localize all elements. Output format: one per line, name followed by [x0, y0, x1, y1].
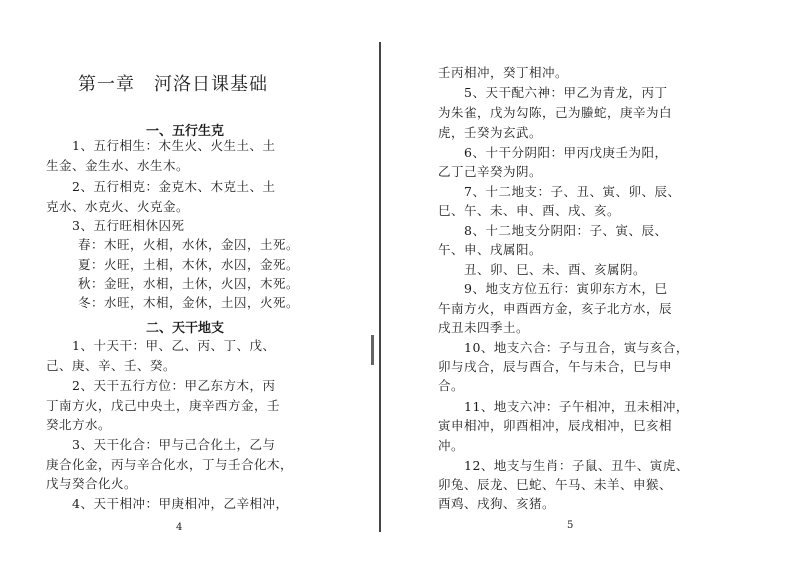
chapter-title: 第一章 河洛日课基础 — [78, 74, 268, 95]
paragraph-line: 虎，壬癸为玄武。 — [438, 125, 543, 140]
paragraph-line: 乙丁己辛癸为阴。 — [438, 164, 543, 179]
paragraph-line: 2、天干五行方位：甲乙东方木，丙 — [72, 378, 276, 393]
paragraph-line: 丁南方火，戊己中央土，庚辛西方金，壬 — [46, 398, 281, 413]
paragraph-line: 3、五行旺相休囚死 — [72, 218, 185, 233]
paragraph-line: 合。 — [438, 378, 465, 393]
paragraph-line: 生金、金生水、水生木。 — [46, 158, 190, 173]
paragraph-line: 1、十天干：甲、乙、丙、丁、戊、 — [72, 338, 276, 353]
paragraph-line: 11、地支六冲：子午相冲，丑未相冲， — [464, 399, 689, 414]
section-heading-stems-branches: 二、天干地支 — [145, 321, 224, 336]
paragraph-line: 戌丑未四季土。 — [438, 320, 530, 335]
paragraph-line: 巳、午、未、申、酉、戌、亥。 — [438, 203, 621, 218]
paragraph-line: 壬丙相冲，癸丁相冲。 — [438, 65, 569, 80]
paragraph-line: 己、庚、辛、壬、癸。 — [46, 358, 177, 373]
paragraph-line: 冲。 — [438, 438, 465, 453]
paragraph-line: 寅申相冲，卯酉相冲，辰戌相冲，巳亥相 — [438, 418, 673, 433]
season-line-spring: 春：木旺，火相，水休，金囚，土死。 — [78, 237, 300, 252]
section-heading-five-elements: 一、五行生克 — [145, 124, 224, 139]
paragraph-line: 卯兔、辰龙、巳蛇、午马、未羊、申猴、 — [438, 477, 673, 492]
paragraph-line: 3、天干化合：甲与己合化土，乙与 — [72, 437, 276, 452]
paragraph-line: 为朱雀，戊为勾陈，己为螣蛇，庚辛为白 — [438, 105, 673, 120]
season-line-summer: 夏：火旺，土相，木休，水囚，金死。 — [78, 257, 300, 272]
paragraph-line: 9、地支方位五行：寅卯东方木，巳 — [464, 281, 668, 296]
paragraph-line: 5、天干配六神：甲乙为青龙，丙丁 — [464, 85, 668, 100]
paragraph-line: 6、十干分阴阳：甲丙戊庚壬为阳， — [464, 145, 668, 160]
paragraph-line: 4、天干相冲：甲庚相冲，乙辛相冲， — [72, 496, 289, 511]
season-line-autumn: 秋：金旺，水相，土休，火囚，木死。 — [78, 276, 300, 291]
paragraph-line: 8、十二地支分阴阳：子、寅、辰、 — [464, 223, 668, 238]
paragraph-line: 7、十二地支：子、丑、寅、卯、辰、 — [464, 184, 681, 199]
paragraph-line: 午、申、戌属阳。 — [438, 242, 543, 257]
page-number-left: 4 — [176, 522, 183, 533]
paragraph-line: 戊与癸合化火。 — [46, 476, 138, 491]
paragraph-line: 卯与戌合，辰与酉合，午与未合，巳与申 — [438, 359, 673, 374]
season-line-winter: 冬：水旺，木相，金休，土囚，火死。 — [78, 295, 300, 310]
paragraph-line: 癸北方水。 — [46, 417, 112, 432]
paragraph-line: 克水、水克火、火克金。 — [46, 199, 190, 214]
paragraph-line: 12、地支与生肖：子鼠、丑牛、寅虎、 — [464, 458, 689, 473]
gutter-mark — [371, 335, 374, 365]
paragraph-line: 酉鸡、戌狗、亥猪。 — [438, 496, 556, 511]
paragraph-line: 庚合化金，丙与辛合化水，丁与壬合化木， — [46, 457, 294, 472]
paragraph-line: 午南方火，申酉西方金，亥子北方水，辰 — [438, 301, 673, 316]
paragraph-line: 丑、卯、巳、未、酉、亥属阴。 — [464, 262, 647, 277]
right-page — [380, 0, 793, 563]
left-page — [0, 0, 380, 563]
page-number-right: 5 — [567, 520, 574, 531]
paragraph-line: 10、地支六合：子与丑合，寅与亥合， — [464, 340, 689, 355]
paragraph-line: 2、五行相克：金克木、木克土、土 — [72, 179, 276, 194]
paragraph-line: 1、五行相生：木生火、火生土、土 — [72, 138, 276, 153]
